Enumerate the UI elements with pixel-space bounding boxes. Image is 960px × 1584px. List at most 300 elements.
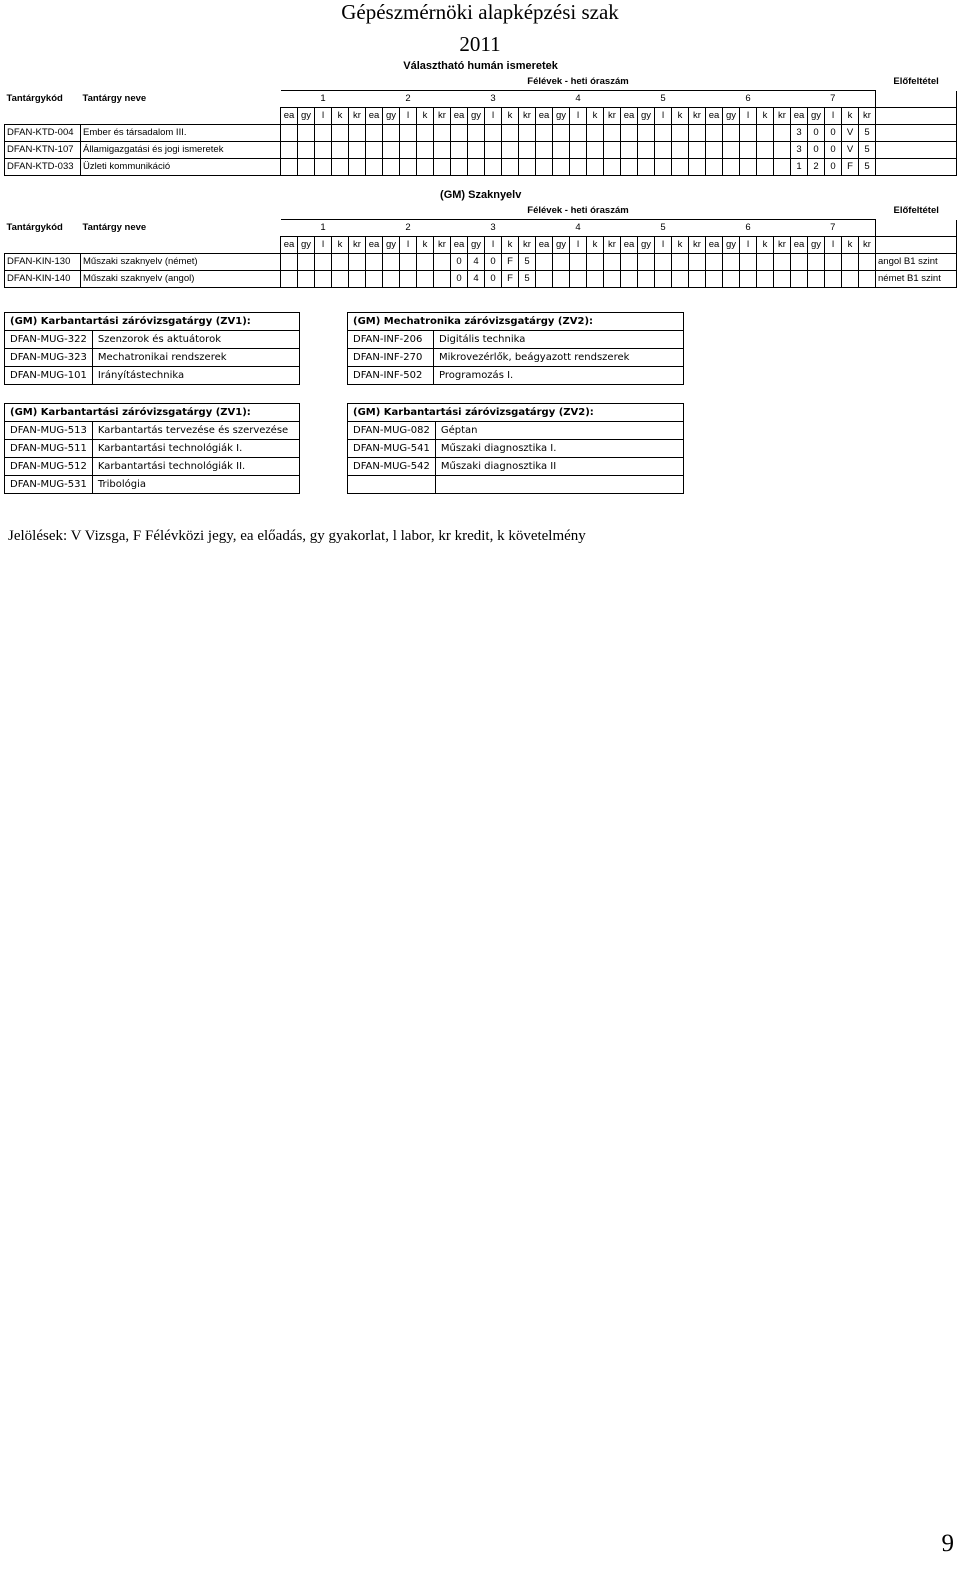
semester-number: 2 [366, 220, 451, 237]
hours-cell [587, 159, 604, 176]
list-item [5, 422, 300, 440]
list-item [348, 458, 684, 476]
sub-column-label: kr [434, 237, 451, 254]
sub-column-label: kr [434, 108, 451, 125]
box-course-code: DFAN-MUG-322 [5, 331, 93, 349]
zv2-mechatronics-box [347, 312, 684, 385]
sub-column-label: ea [366, 108, 383, 125]
prereq-cell [876, 142, 957, 159]
sub-column-label: gy [468, 237, 485, 254]
code-header: Tantárgykód [6, 222, 63, 233]
box-course-name: Karbantartás tervezése és szervezése [92, 422, 299, 440]
hours-cell: 5 [519, 254, 536, 271]
hours-cell [706, 125, 723, 142]
box-title: (GM) Karbantartási záróvizsgatárgy (ZV1): [5, 404, 300, 422]
hours-cell [536, 271, 553, 288]
hours-cell [672, 125, 689, 142]
sub-column-label: kr [604, 108, 621, 125]
hours-cell [825, 254, 842, 271]
hours-cell [587, 254, 604, 271]
box-course-name: Mechatronikai rendszerek [92, 349, 299, 367]
sub-column-label: kr [774, 237, 791, 254]
hours-cell: 5 [859, 125, 876, 142]
page-number: 9 [941, 1530, 954, 1557]
list-item [348, 349, 684, 367]
sub-column-label: ea [451, 237, 468, 254]
box-course-code: DFAN-MUG-512 [5, 458, 93, 476]
hours-cell: 0 [808, 125, 825, 142]
sub-column-label: k [672, 108, 689, 125]
prereq-cell: angol B1 szint [876, 254, 957, 271]
hours-cell [774, 142, 791, 159]
course-code: DFAN-KTN-107 [5, 142, 81, 159]
sub-column-label: l [400, 108, 417, 125]
technical-language-table [4, 187, 957, 288]
sub-column-label: kr [859, 108, 876, 125]
hours-cell [774, 125, 791, 142]
hours-cell [570, 125, 587, 142]
hours-cell [604, 254, 621, 271]
hours-cell [553, 254, 570, 271]
legend: Jelölések: V Vizsga, F Félévközi jegy, ea előadás, gy gyakorlat, l labor, kr kredit, k követelmény [8, 528, 586, 544]
hours-cell [434, 271, 451, 288]
hours-cell [349, 159, 366, 176]
semester-number: 5 [621, 220, 706, 237]
hours-cell [332, 271, 349, 288]
sub-column-label: l [315, 237, 332, 254]
sub-column-label: gy [723, 237, 740, 254]
hours-cell [400, 254, 417, 271]
box-course-name: Géptan [435, 422, 683, 440]
name-header: Tantárgy neve [82, 93, 147, 104]
hours-cell [774, 271, 791, 288]
sub-column-label: kr [349, 237, 366, 254]
sub-column-label: l [570, 237, 587, 254]
page-title: Gépészmérnöki alapképzési szak [341, 0, 619, 24]
sub-column-label: k [587, 108, 604, 125]
hours-cell [621, 159, 638, 176]
hours-cell [757, 159, 774, 176]
hours-cell [553, 125, 570, 142]
hours-cell [349, 142, 366, 159]
sub-column-label: ea [706, 108, 723, 125]
course-code: DFAN-KTD-033 [5, 159, 81, 176]
hours-cell [315, 159, 332, 176]
hours-cell [825, 271, 842, 288]
hours-cell [298, 159, 315, 176]
sub-column-label: k [587, 237, 604, 254]
hours-cell [621, 142, 638, 159]
hours-cell [519, 125, 536, 142]
list-item [5, 476, 300, 494]
course-name: Műszaki szaknyelv (angol) [81, 271, 281, 288]
sub-column-label: gy [383, 237, 400, 254]
hours-cell [808, 271, 825, 288]
sub-column-label: kr [774, 108, 791, 125]
hours-cell [723, 142, 740, 159]
hours-cell [638, 125, 655, 142]
hours-cell [655, 142, 672, 159]
semesters-label: Félévek - heti óraszám [527, 76, 629, 87]
hours-cell [536, 254, 553, 271]
hours-cell: 5 [859, 142, 876, 159]
sub-column-label: k [842, 237, 859, 254]
hours-cell [315, 125, 332, 142]
sub-column-label: l [825, 108, 842, 125]
box-course-name: Szenzorok és aktuátorok [92, 331, 299, 349]
hours-cell [349, 254, 366, 271]
sub-column-label: gy [638, 237, 655, 254]
semester-number: 1 [281, 91, 366, 108]
hours-cell [366, 254, 383, 271]
hours-cell [791, 271, 808, 288]
section-title: Választható humán ismeretek [403, 60, 558, 72]
list-item [5, 331, 300, 349]
semester-number: 6 [706, 91, 791, 108]
hours-cell [706, 271, 723, 288]
hours-cell [723, 159, 740, 176]
hours-cell [519, 142, 536, 159]
hours-cell [451, 142, 468, 159]
hours-cell: 2 [808, 159, 825, 176]
hours-cell [434, 159, 451, 176]
hours-cell [417, 159, 434, 176]
hours-cell [638, 271, 655, 288]
sub-column-label: l [485, 108, 502, 125]
hours-cell [383, 254, 400, 271]
sub-column-label: ea [706, 237, 723, 254]
list-item [5, 440, 300, 458]
hours-cell [655, 125, 672, 142]
box-course-code: DFAN-MUG-513 [5, 422, 93, 440]
sub-column-label: gy [808, 108, 825, 125]
box-course-name: Műszaki diagnosztika I. [435, 440, 683, 458]
hours-cell [332, 142, 349, 159]
hours-cell [281, 125, 298, 142]
hours-cell [740, 125, 757, 142]
hours-cell [553, 142, 570, 159]
hours-cell [468, 125, 485, 142]
sub-column-label: kr [859, 237, 876, 254]
hours-cell: F [842, 159, 859, 176]
hours-cell [281, 254, 298, 271]
hours-cell [774, 254, 791, 271]
course-code: DFAN-KIN-130 [5, 254, 81, 271]
sub-column-label: gy [383, 108, 400, 125]
semester-number: 4 [536, 220, 621, 237]
hours-cell [689, 254, 706, 271]
humanities-electives-table [4, 58, 957, 176]
semester-number: 4 [536, 91, 621, 108]
hours-cell [740, 271, 757, 288]
hours-cell [383, 159, 400, 176]
hours-cell [587, 142, 604, 159]
hours-cell [740, 142, 757, 159]
hours-cell: 0 [451, 254, 468, 271]
hours-cell: 4 [468, 254, 485, 271]
list-item [348, 476, 684, 494]
list-item [5, 458, 300, 476]
hours-cell [366, 125, 383, 142]
hours-cell [417, 142, 434, 159]
box-course-name: Digitális technika [434, 331, 684, 349]
box-course-code: DFAN-MUG-541 [348, 440, 436, 458]
hours-cell [468, 159, 485, 176]
zv1-maintenance-box-a [4, 312, 300, 385]
prereq-cell [876, 125, 957, 142]
box-course-name: Tribológia [92, 476, 299, 494]
box-course-code: DFAN-MUG-531 [5, 476, 93, 494]
prereq-cell [876, 159, 957, 176]
sub-column-label: gy [808, 237, 825, 254]
hours-cell [655, 254, 672, 271]
hours-cell: 4 [468, 271, 485, 288]
hours-cell [553, 271, 570, 288]
sub-column-label: k [417, 108, 434, 125]
hours-cell [672, 142, 689, 159]
sub-column-label: l [740, 108, 757, 125]
hours-cell [604, 125, 621, 142]
box-course-name: Karbantartási technológiák II. [92, 458, 299, 476]
hours-cell [349, 125, 366, 142]
sub-column-label: ea [451, 108, 468, 125]
hours-cell [315, 271, 332, 288]
hours-cell: 0 [451, 271, 468, 288]
hours-cell [757, 125, 774, 142]
sub-column-label: ea [366, 237, 383, 254]
hours-cell [400, 142, 417, 159]
box-course-code: DFAN-MUG-511 [5, 440, 93, 458]
hours-cell [791, 254, 808, 271]
hours-cell [689, 125, 706, 142]
sub-column-label: ea [536, 108, 553, 125]
section-title: (GM) Szaknyelv [440, 189, 522, 201]
hours-cell [434, 254, 451, 271]
course-name: Üzleti kommunikáció [81, 159, 281, 176]
hours-cell: 0 [485, 254, 502, 271]
hours-cell [468, 142, 485, 159]
hours-cell: 0 [808, 142, 825, 159]
hours-cell [349, 271, 366, 288]
hours-cell [808, 254, 825, 271]
hours-cell [383, 271, 400, 288]
box-course-code: DFAN-MUG-082 [348, 422, 436, 440]
sub-column-label: k [502, 108, 519, 125]
hours-cell [672, 271, 689, 288]
hours-cell [400, 159, 417, 176]
sub-column-label: l [485, 237, 502, 254]
box-course-name: Mikrovezérlők, beágyazott rendszerek [434, 349, 684, 367]
hours-cell [638, 159, 655, 176]
hours-cell [383, 142, 400, 159]
sub-column-label: kr [349, 108, 366, 125]
hours-cell [570, 271, 587, 288]
list-item [348, 331, 684, 349]
list-item [348, 367, 684, 385]
hours-cell [740, 254, 757, 271]
list-item [5, 349, 300, 367]
course-name: Műszaki szaknyelv (német) [81, 254, 281, 271]
sub-column-label: gy [638, 108, 655, 125]
box-course-code [348, 476, 436, 494]
sub-column-label: l [400, 237, 417, 254]
sub-column-label: k [332, 108, 349, 125]
sub-column-label: gy [298, 108, 315, 125]
hours-cell [417, 254, 434, 271]
semester-number: 1 [281, 220, 366, 237]
semester-number: 7 [791, 220, 876, 237]
semester-number: 5 [621, 91, 706, 108]
box-course-code: DFAN-MUG-323 [5, 349, 93, 367]
hours-cell [485, 125, 502, 142]
box-title: (GM) Karbantartási záróvizsgatárgy (ZV1): [5, 313, 300, 331]
hours-cell [485, 159, 502, 176]
box-course-code: DFAN-INF-270 [348, 349, 434, 367]
course-row [5, 254, 957, 271]
sub-column-label: l [655, 108, 672, 125]
hours-cell [842, 271, 859, 288]
sub-column-label: kr [689, 108, 706, 125]
hours-cell [723, 271, 740, 288]
sub-column-label: ea [791, 237, 808, 254]
hours-cell [706, 142, 723, 159]
hours-cell [536, 159, 553, 176]
semesters-label: Félévek - heti óraszám [527, 205, 629, 216]
code-header: Tantárgykód [6, 93, 63, 104]
semester-number: 3 [451, 220, 536, 237]
sub-column-label: k [502, 237, 519, 254]
hours-cell [604, 142, 621, 159]
sub-column-label: gy [553, 237, 570, 254]
box-course-code: DFAN-MUG-101 [5, 367, 93, 385]
sub-column-label: l [315, 108, 332, 125]
course-row [5, 125, 957, 142]
hours-cell [672, 159, 689, 176]
name-header: Tantárgy neve [82, 222, 147, 233]
hours-cell [706, 254, 723, 271]
prereq-cell: német B1 szint [876, 271, 957, 288]
sub-column-label: ea [536, 237, 553, 254]
hours-cell [332, 254, 349, 271]
hours-cell [298, 254, 315, 271]
hours-cell: 3 [791, 125, 808, 142]
sub-column-label: k [332, 237, 349, 254]
zv1-maintenance-box-b [4, 403, 300, 494]
hours-cell [451, 159, 468, 176]
hours-cell [570, 254, 587, 271]
hours-cell [621, 254, 638, 271]
semester-number: 6 [706, 220, 791, 237]
hours-cell [859, 271, 876, 288]
hours-cell [604, 159, 621, 176]
hours-cell [485, 142, 502, 159]
sub-column-label: gy [468, 108, 485, 125]
hours-cell: 3 [791, 142, 808, 159]
hours-cell [332, 159, 349, 176]
hours-cell [638, 142, 655, 159]
sub-column-label: kr [519, 237, 536, 254]
box-course-name [435, 476, 683, 494]
hours-cell [366, 159, 383, 176]
box-title: (GM) Karbantartási záróvizsgatárgy (ZV2): [348, 404, 684, 422]
box-course-code: DFAN-INF-502 [348, 367, 434, 385]
prereq-header: Előfeltétel [893, 76, 939, 88]
sub-column-label: k [672, 237, 689, 254]
hours-cell [502, 125, 519, 142]
hours-cell [655, 271, 672, 288]
hours-cell [842, 254, 859, 271]
sub-column-label: ea [791, 108, 808, 125]
course-row [5, 142, 957, 159]
hours-cell [400, 125, 417, 142]
course-name: Ember és társadalom III. [81, 125, 281, 142]
hours-cell: V [842, 125, 859, 142]
hours-cell [553, 159, 570, 176]
hours-cell [536, 125, 553, 142]
hours-cell [570, 142, 587, 159]
hours-cell [434, 125, 451, 142]
hours-cell [298, 142, 315, 159]
box-course-name: Karbantartási technológiák I. [92, 440, 299, 458]
hours-cell [587, 271, 604, 288]
sub-column-label: kr [689, 237, 706, 254]
hours-cell [400, 271, 417, 288]
hours-cell: 5 [859, 159, 876, 176]
sub-column-label: gy [723, 108, 740, 125]
box-course-name: Programozás I. [434, 367, 684, 385]
box-course-code: DFAN-INF-206 [348, 331, 434, 349]
hours-cell [689, 271, 706, 288]
course-code: DFAN-KIN-140 [5, 271, 81, 288]
hours-cell [366, 142, 383, 159]
hours-cell [723, 254, 740, 271]
hours-cell [519, 159, 536, 176]
hours-cell [621, 271, 638, 288]
sub-column-label: l [655, 237, 672, 254]
hours-cell [723, 125, 740, 142]
list-item [5, 367, 300, 385]
hours-cell [774, 159, 791, 176]
list-item [348, 422, 684, 440]
hours-cell [434, 142, 451, 159]
hours-cell [859, 254, 876, 271]
hours-cell: F [502, 271, 519, 288]
hours-cell [281, 271, 298, 288]
box-course-name: Műszaki diagnosztika II [435, 458, 683, 476]
hours-cell [757, 254, 774, 271]
hours-cell [502, 159, 519, 176]
hours-cell [638, 254, 655, 271]
hours-cell [298, 271, 315, 288]
hours-cell [672, 254, 689, 271]
sub-column-label: gy [553, 108, 570, 125]
semester-number: 7 [791, 91, 876, 108]
hours-cell: 1 [791, 159, 808, 176]
hours-cell [706, 159, 723, 176]
semester-number: 3 [451, 91, 536, 108]
hours-cell [281, 159, 298, 176]
hours-cell [383, 125, 400, 142]
box-title: (GM) Mechatronika záróvizsgatárgy (ZV2): [348, 313, 684, 331]
hours-cell: 0 [825, 125, 842, 142]
box-course-code: DFAN-MUG-542 [348, 458, 436, 476]
sub-column-label: kr [519, 108, 536, 125]
hours-cell [417, 271, 434, 288]
hours-cell [689, 142, 706, 159]
page-year: 2011 [459, 32, 501, 56]
hours-cell: 5 [519, 271, 536, 288]
course-code: DFAN-KTD-004 [5, 125, 81, 142]
